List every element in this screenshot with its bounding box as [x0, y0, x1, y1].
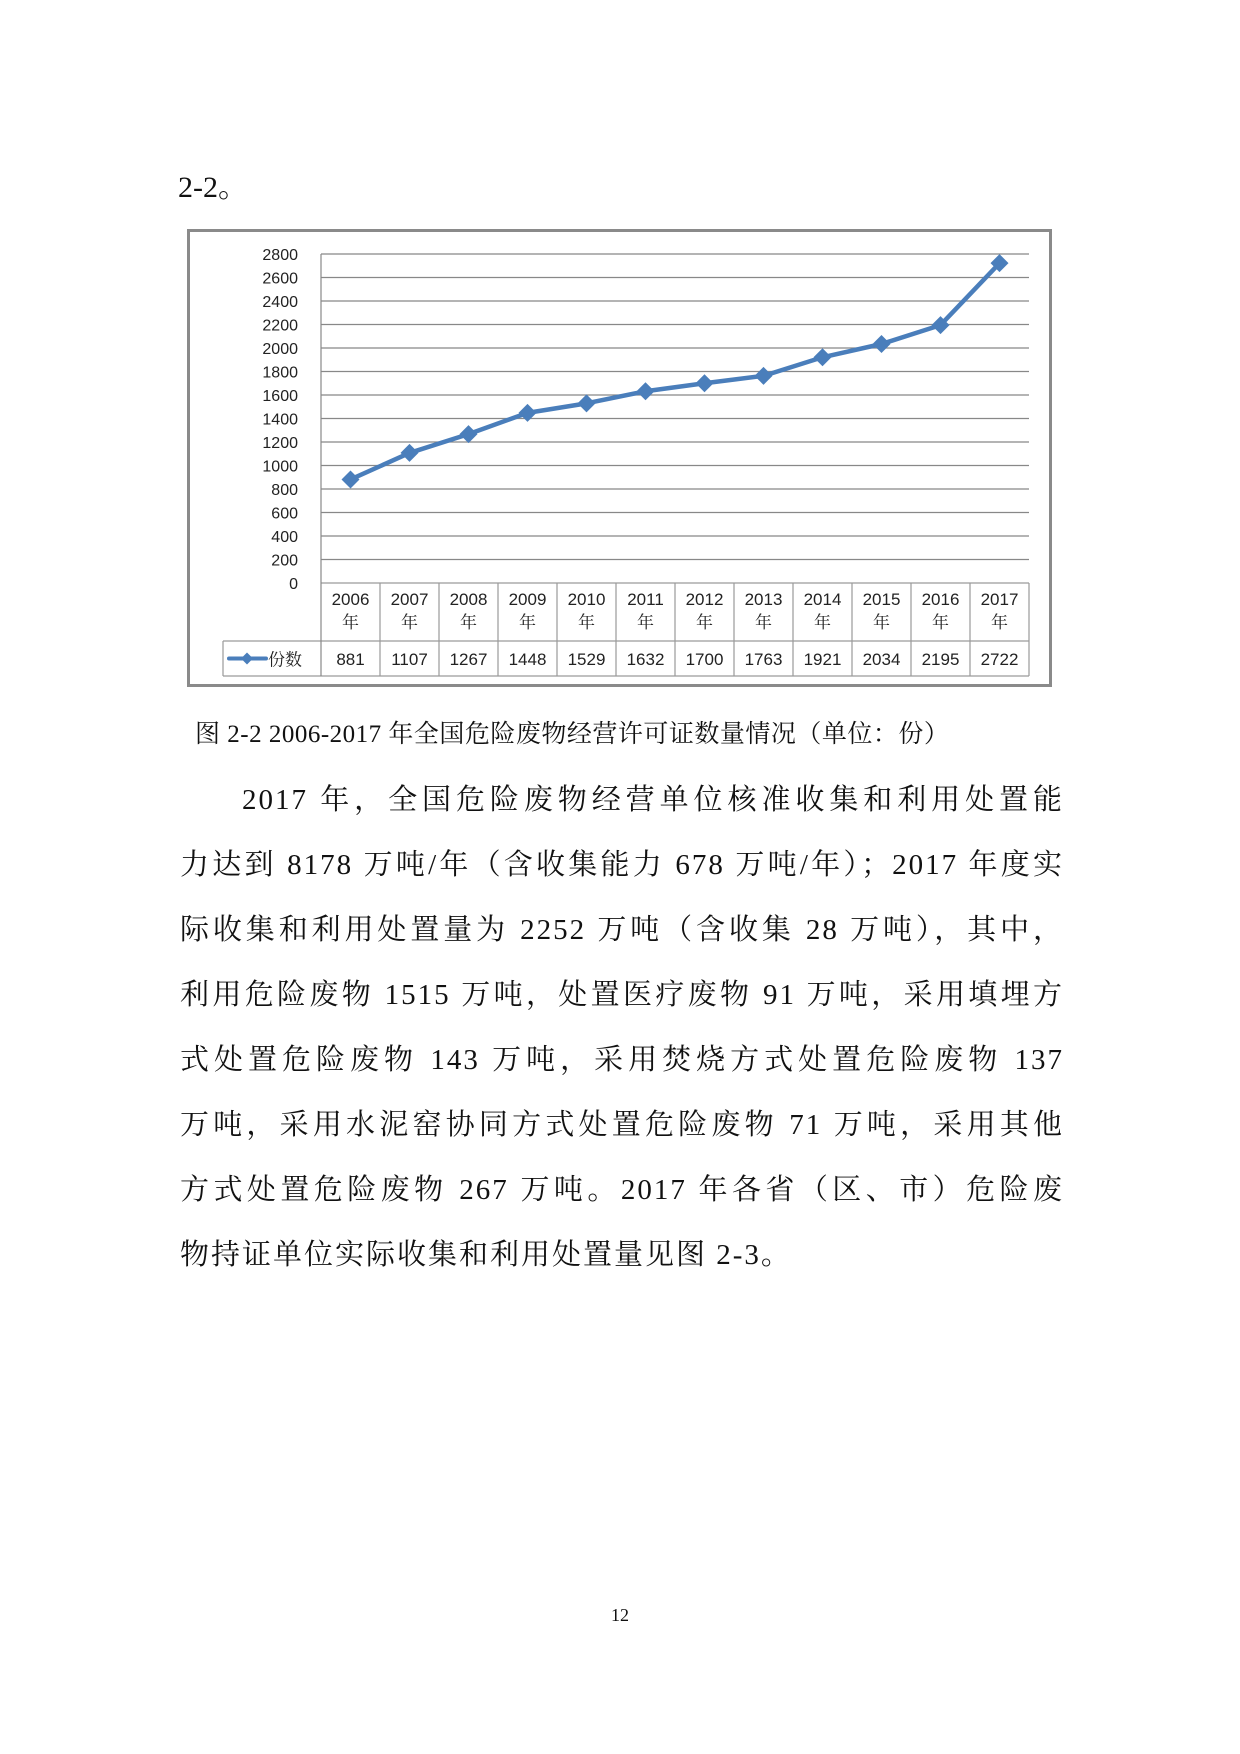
- lead-text: 2-2。: [178, 171, 248, 204]
- body-line: 际收集和利用处置量为 2252 万吨（含收集 28 万吨），其中，: [180, 914, 1064, 946]
- x-category-year: 2007: [390, 590, 429, 609]
- table-value: 1107: [391, 650, 428, 669]
- diamond-marker-icon: [460, 425, 478, 443]
- line-chart: [190, 232, 1049, 684]
- y-tick-label: 2400: [262, 294, 298, 311]
- y-tick-label: 1000: [262, 458, 298, 476]
- body-line: 利用危险废物 1515 万吨，处置医疗废物 91 万吨，采用填埋方: [180, 979, 1064, 1011]
- x-category-year: 2016: [921, 590, 960, 609]
- x-category-year: 2011: [627, 590, 664, 609]
- body-line: 力达到 8178 万吨/年（含收集能力 678 万吨/年）；2017 年度实: [180, 849, 1064, 881]
- body-line: 物持证单位实际收集和利用处置量见图 2-3。: [180, 1239, 792, 1271]
- x-category-year: 2015: [862, 590, 901, 609]
- body-paragraph: [180, 768, 1064, 1288]
- gridlines: [321, 254, 1029, 560]
- x-category-unit: 年: [991, 613, 1008, 632]
- x-category-year: 2012: [685, 590, 724, 609]
- y-tick-label: 1800: [262, 364, 298, 382]
- x-category-unit: 年: [637, 613, 654, 632]
- diamond-marker-icon: [637, 382, 655, 400]
- x-category-unit: 年: [519, 613, 536, 632]
- y-tick-label: 400: [271, 529, 298, 546]
- y-axis-labels: [262, 247, 298, 593]
- body-line: 方式处置危险废物 267 万吨。2017 年各省（区、市）危险废: [180, 1174, 1064, 1206]
- legend-diamond-icon: [241, 653, 253, 665]
- x-category-unit: 年: [460, 613, 477, 632]
- table-value: 2195: [921, 650, 960, 669]
- page-number: 12: [611, 1605, 629, 1625]
- y-tick-label: 600: [271, 505, 298, 523]
- y-tick-label: 2000: [262, 341, 298, 358]
- table-value: 2722: [980, 650, 1019, 669]
- x-category-year: 2010: [567, 590, 606, 609]
- y-tick-label: 2200: [262, 317, 298, 335]
- diamond-marker-icon: [873, 335, 891, 353]
- x-category-year: 2006: [331, 590, 370, 609]
- x-category-year: 2008: [449, 590, 488, 609]
- body-line: 式处置危险废物 143 万吨，采用焚烧方式处置危险废物 137: [180, 1044, 1064, 1076]
- table-value: 1529: [567, 650, 606, 669]
- body-line: 万吨，采用水泥窑协同方式处置危险废物 71 万吨，采用其他: [180, 1109, 1064, 1141]
- table-value: 1921: [803, 650, 842, 669]
- x-category-unit: 年: [932, 613, 949, 632]
- x-category-year: 2013: [744, 590, 783, 609]
- chart-frame: [187, 229, 1052, 687]
- table-value: 881: [336, 650, 365, 669]
- table-value: 1448: [508, 650, 547, 669]
- figure-caption: 图 2-2 2006-2017 年全国危险废物经营许可证数量情况（单位：份）: [195, 721, 950, 748]
- diamond-marker-icon: [755, 367, 773, 385]
- diamond-marker-icon: [696, 374, 714, 392]
- y-tick-label: 1200: [262, 435, 298, 452]
- y-tick-label: 2600: [262, 270, 298, 288]
- body-line: 2017 年，全国危险废物经营单位核准收集和利用处置能: [242, 784, 1064, 816]
- x-category-unit: 年: [578, 613, 595, 632]
- y-tick-label: 200: [271, 552, 298, 570]
- table-value: 1700: [685, 650, 724, 669]
- diamond-marker-icon: [814, 348, 832, 366]
- legend-label: 份数: [268, 650, 302, 670]
- y-tick-label: 800: [271, 482, 298, 499]
- diamond-marker-icon: [342, 470, 360, 488]
- diamond-marker-icon: [519, 404, 537, 422]
- diamond-marker-icon: [401, 444, 419, 462]
- x-category-unit: 年: [342, 613, 359, 632]
- table-value: 1763: [744, 650, 783, 669]
- x-category-unit: 年: [755, 613, 772, 632]
- y-tick-label: 0: [289, 576, 298, 593]
- y-tick-label: 1400: [262, 411, 298, 429]
- y-tick-label: 1600: [262, 388, 298, 405]
- x-category-year: 2017: [980, 590, 1019, 609]
- x-category-unit: 年: [873, 613, 890, 632]
- table-value: 1267: [449, 650, 488, 669]
- x-category-unit: 年: [814, 613, 831, 632]
- x-category-year: 2009: [508, 590, 547, 609]
- table-value: 2034: [862, 650, 901, 669]
- y-tick-label: 2800: [262, 247, 298, 264]
- x-category-unit: 年: [401, 613, 418, 632]
- diamond-marker-icon: [578, 394, 596, 412]
- x-category-unit: 年: [696, 613, 713, 632]
- x-category-year: 2014: [803, 590, 842, 609]
- table-value: 1632: [626, 650, 665, 669]
